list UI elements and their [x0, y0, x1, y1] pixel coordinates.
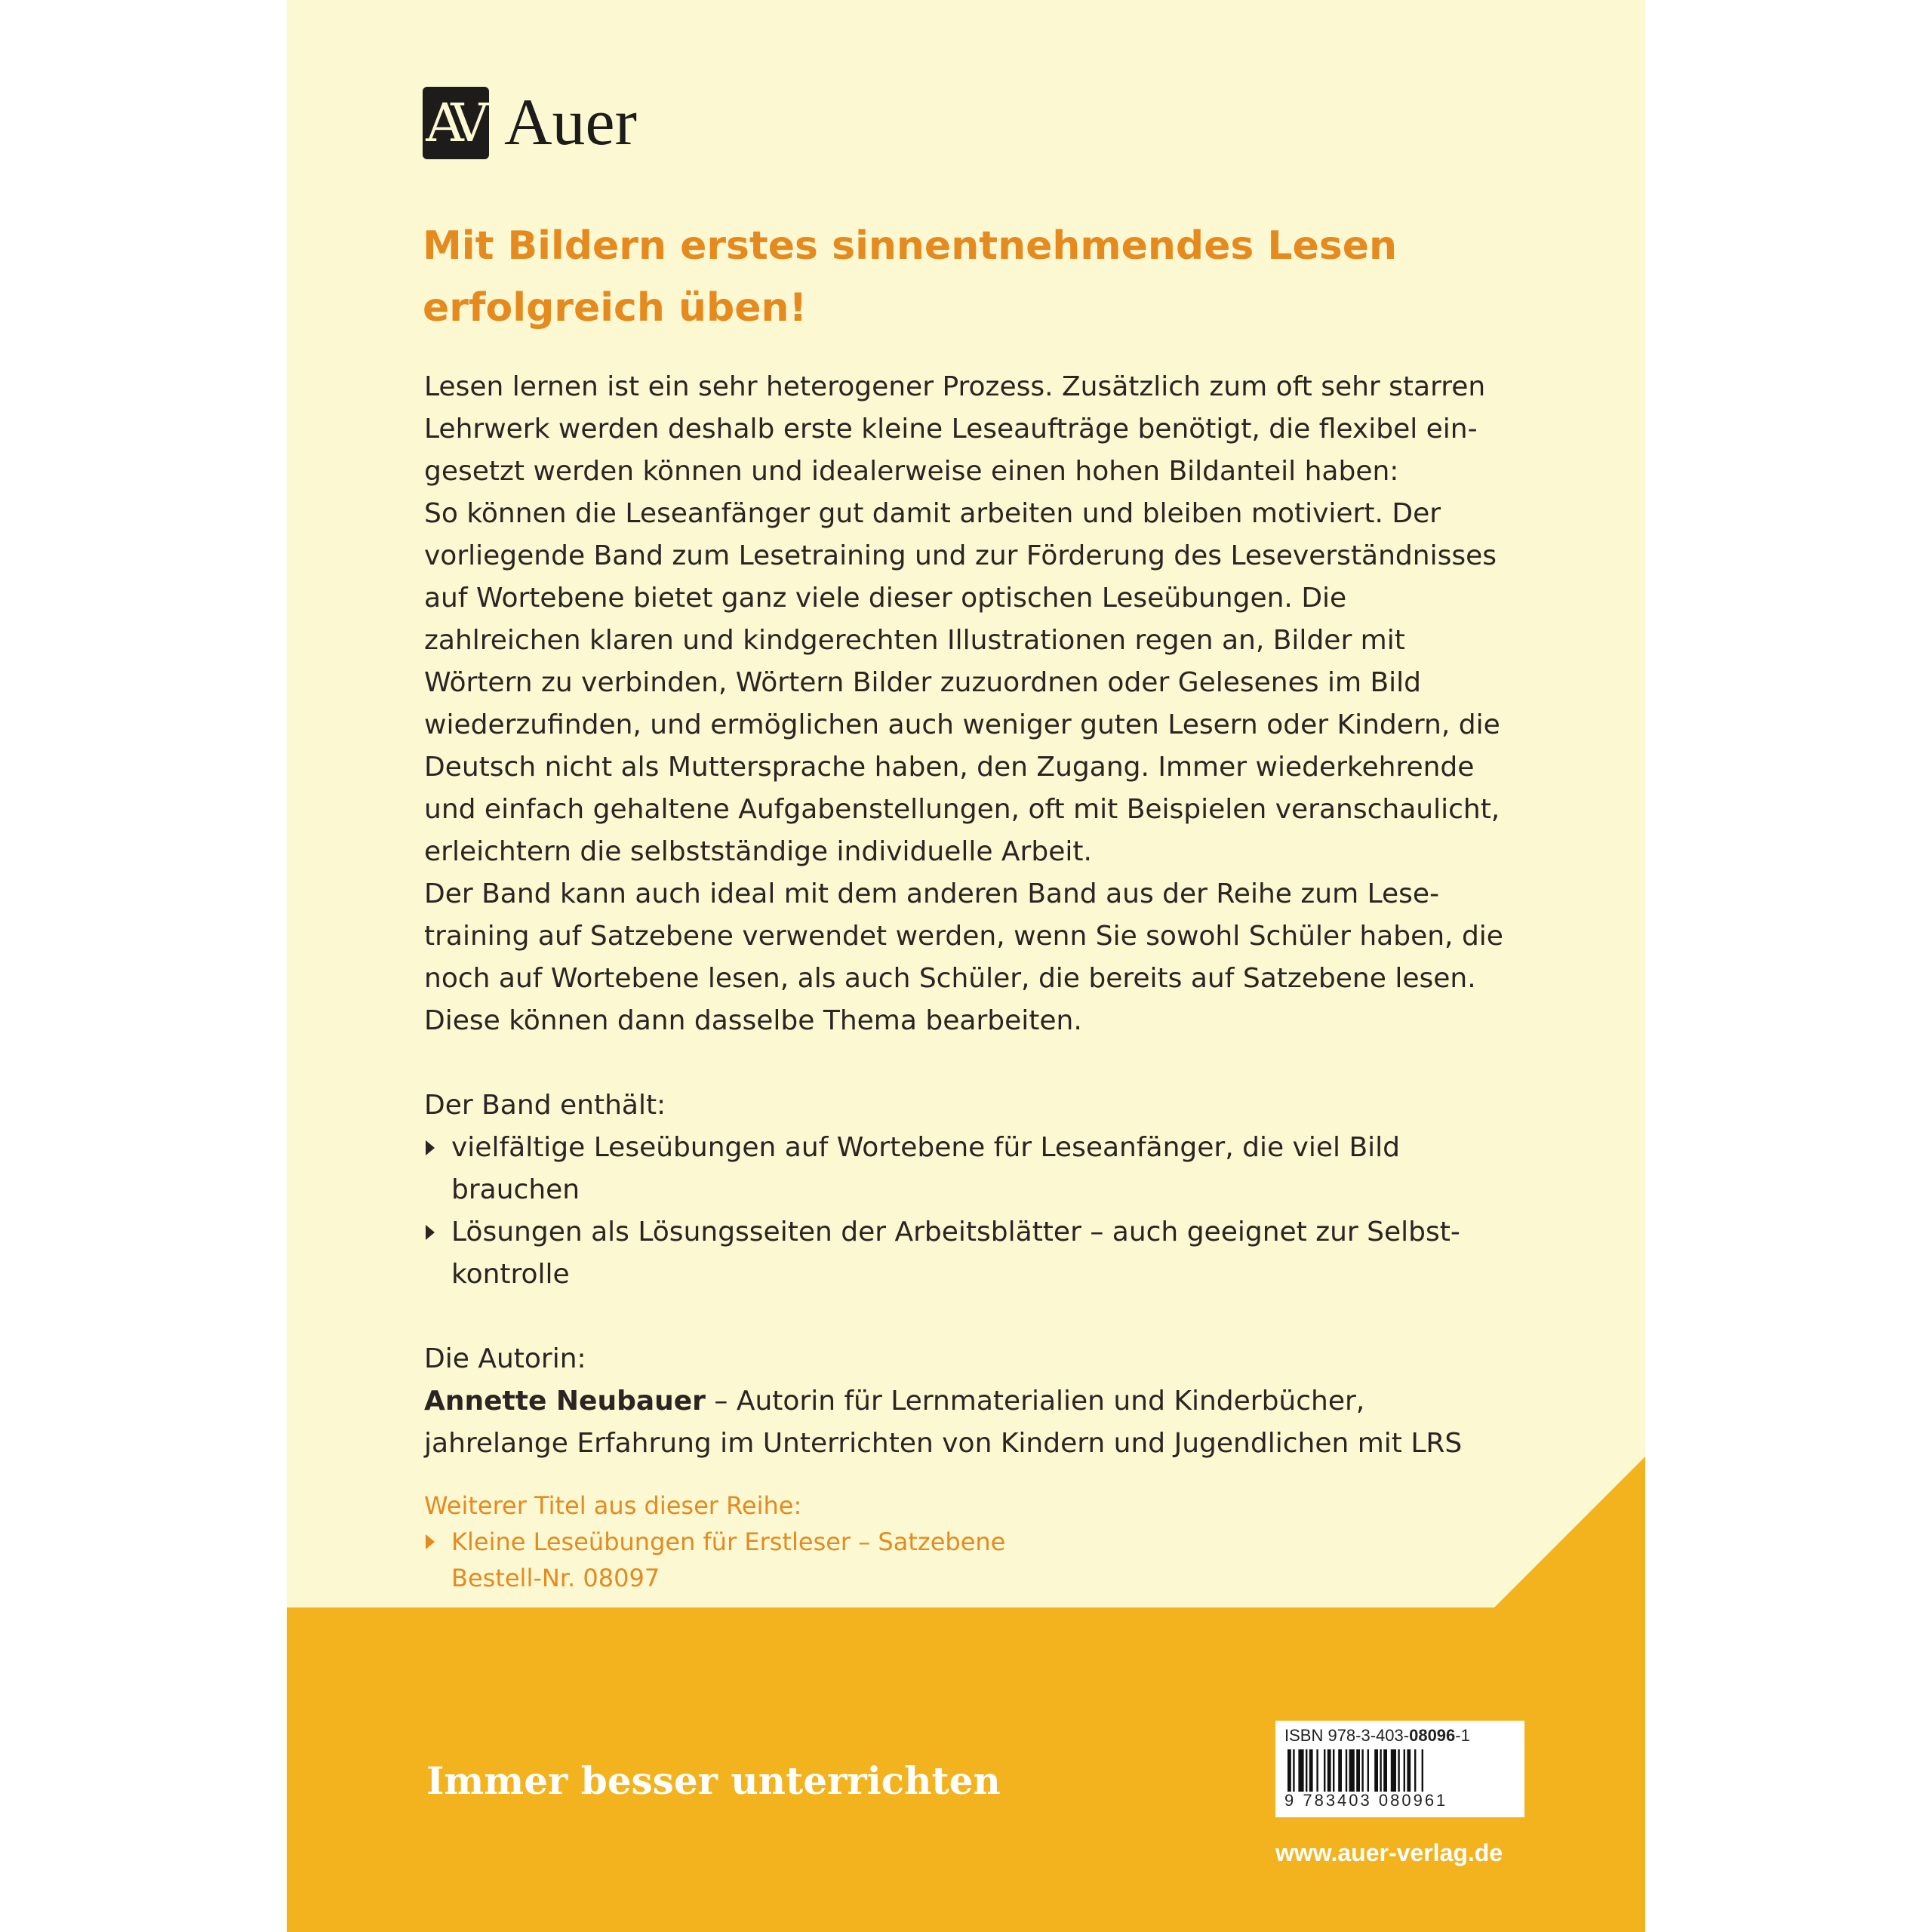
- isbn-check-digit: -1: [1455, 1726, 1470, 1745]
- series-title: Kleine Leseübungen für Erstleser – Satzebene: [451, 1527, 1006, 1556]
- barcode-bar: [1346, 1749, 1347, 1792]
- isbn-barcode-box: [1275, 1721, 1524, 1817]
- description-paragraph: Lesen lernen ist ein sehr heterogener Prozess. Zusätzlich zum oft sehr starren Lehrwerk werden deshalb erste kleine Leseaufträge benötigt, die flexibel eingesetzt werden können und idealerweise einen hohen Bildanteil haben:: [424, 371, 1486, 487]
- tagline: Immer besser unterrichten: [426, 1758, 1001, 1803]
- barcode-bar: [1349, 1749, 1355, 1792]
- barcode-bar: [1422, 1749, 1423, 1792]
- isbn-digits: 9 783403 080961: [1284, 1791, 1448, 1810]
- publisher-logo: [423, 87, 637, 159]
- barcode-bar: [1338, 1749, 1342, 1792]
- book-back-cover: [287, 0, 1645, 1932]
- barcode-bar: [1324, 1749, 1325, 1792]
- isbn-label: [1284, 1725, 1515, 1746]
- barcode-bar: [1309, 1749, 1313, 1792]
- barcode-bar: [1327, 1749, 1331, 1792]
- author-heading: Die Autorin:: [424, 1343, 586, 1374]
- barcode-bar: [1298, 1749, 1303, 1792]
- description-paragraph: So können die Leseanfänger gut damit arbeiten und bleiben motiviert. Der vorliegende Band zum Lesetraining und zur Förderung des Leseverständnisses auf Wortebene bietet ganz viele dieser optischen Leseübungen. Die zahlreichen klaren und kindgerechten Illustrationen regen an, Bilder mit Wörtern zu verbinden, Wörtern Bilder zuzuordnen oder Gelesenes im Bild wiederzufinden, und ermöglichen auch weniger guten Lesern oder Kindern, die Deutsch nicht als Muttersprache haben, den Zugang. Immer wiederkehrende und einfach gehaltene Aufgabenstellungen, oft mit Beispielen veranschaulicht, erleichtern die selbstständige individuelle Arbeit.: [424, 498, 1500, 867]
- series-heading: Weiterer Titel aus dieser Reihe:: [424, 1491, 802, 1520]
- headline: Mit Bildern erstes sinnentnehmendes Lesen erfolgreich üben!: [423, 223, 1398, 331]
- list-item: [424, 1524, 1511, 1596]
- barcode-bar: [1361, 1749, 1363, 1792]
- isbn-prefix: ISBN 978-3-403-: [1284, 1726, 1410, 1745]
- barcode-bar: [1356, 1749, 1360, 1792]
- contents-list: [424, 1127, 1511, 1296]
- series-order-number: Bestell-Nr. 08097: [451, 1564, 660, 1592]
- author-bio: [424, 1380, 1511, 1465]
- barcode-bar: [1414, 1749, 1416, 1792]
- barcode-bar: [1404, 1749, 1405, 1792]
- barcode-bar: [1316, 1749, 1318, 1792]
- barcode-bar: [1293, 1749, 1294, 1792]
- series-list: [424, 1524, 1511, 1596]
- list-item: [424, 1127, 1511, 1211]
- publisher-url: www.auer-verlag.de: [1275, 1839, 1503, 1866]
- barcode-bar: [1367, 1749, 1369, 1792]
- triangle-bullet-icon: [426, 1225, 435, 1240]
- barcode-bar: [1398, 1749, 1399, 1792]
- publisher-name: Auer: [504, 86, 637, 159]
- barcode-icon: [1284, 1749, 1515, 1792]
- triangle-bullet-icon: [426, 1534, 435, 1549]
- body-text: [424, 366, 1511, 1596]
- description-paragraph: Der Band kann auch ideal mit dem anderen Band aus der Reihe zum Lesetraining auf Satzebene verwendet werden, wenn Sie sowohl Schüler haben, die noch auf Wortebene lesen, als auch Schüler, die bereits auf Satzebene lesen. Diese können dann dasselbe Thema bearbeiten.: [424, 878, 1503, 1036]
- author-name: Annette Neubauer: [424, 1386, 706, 1417]
- barcode-bar: [1287, 1749, 1291, 1792]
- barcode-bar: [1333, 1749, 1334, 1792]
- barcode-bar: [1407, 1749, 1411, 1792]
- barcode-bar: [1306, 1749, 1307, 1792]
- barcode-bar: [1380, 1749, 1381, 1792]
- contents-heading: Der Band enthält:: [424, 1090, 666, 1121]
- publisher-logo-mark: AV: [423, 87, 489, 159]
- barcode-bar: [1391, 1749, 1396, 1792]
- triangle-bullet-icon: [426, 1140, 435, 1155]
- barcode-bar: [1383, 1749, 1387, 1792]
- isbn-number: 08096: [1409, 1726, 1456, 1745]
- list-item: [424, 1211, 1511, 1296]
- author-description: – Autorin für Lernmaterialien und Kinderbücher, jahrelange Erfahrung im Unterrichten von Kindern und Jugendlichen mit LRS: [424, 1386, 1463, 1459]
- barcode-bar: [1374, 1749, 1378, 1792]
- contents-item-text: vielfältige Leseübungen auf Wortebene für Leseanfänger, die viel Bild brauchen: [451, 1132, 1400, 1205]
- cover-fold-corner: [1494, 1457, 1645, 1607]
- contents-item-text: Lösungen als Lösungsseiten der Arbeitsblätter – auch geeignet zur Selbstkontrolle: [451, 1217, 1460, 1290]
- series-block: [424, 1487, 1511, 1596]
